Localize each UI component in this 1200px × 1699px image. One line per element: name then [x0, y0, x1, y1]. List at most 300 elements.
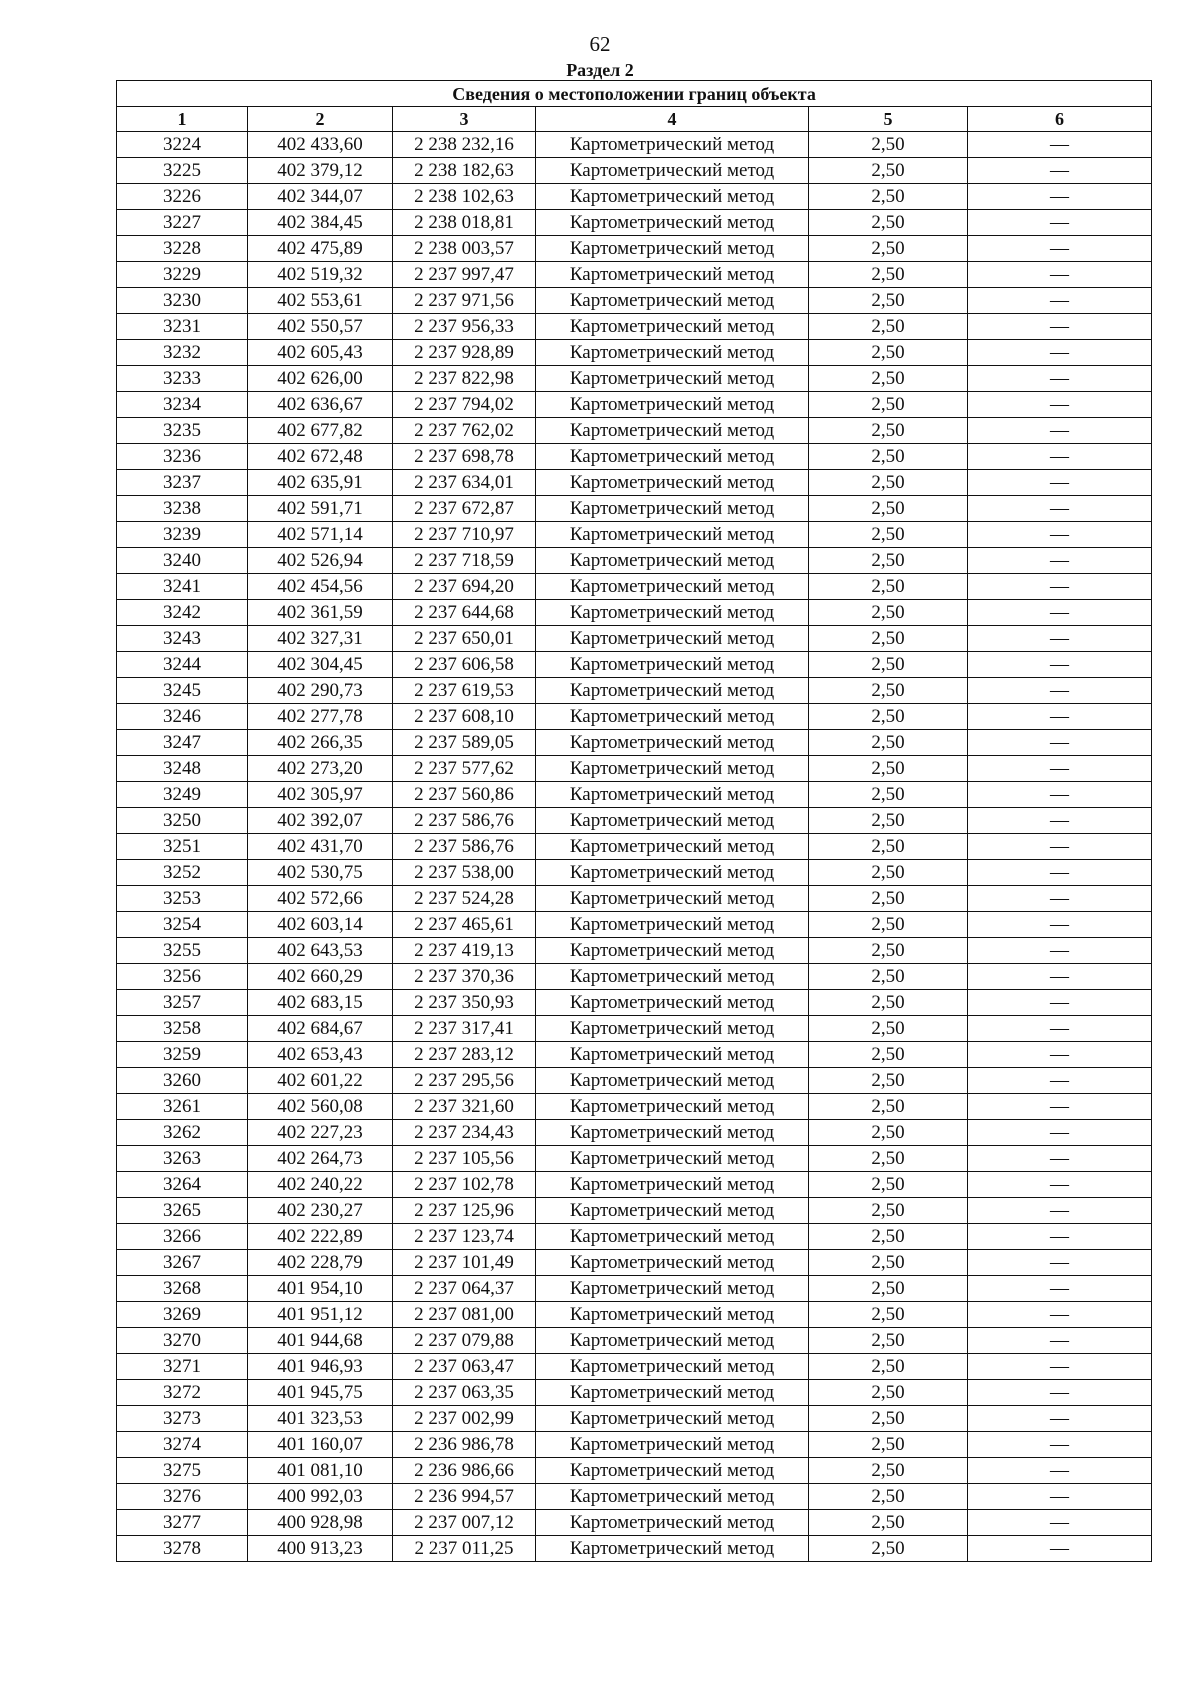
y-coordinate-cell: 2 237 698,78	[393, 444, 536, 470]
method-cell: Картометрический метод	[536, 470, 809, 496]
accuracy-cell: 2,50	[809, 1146, 968, 1172]
y-coordinate-cell: 2 237 928,89	[393, 340, 536, 366]
column-header-6: 6	[968, 107, 1152, 132]
y-coordinate-cell: 2 238 018,81	[393, 210, 536, 236]
accuracy-cell: 2,50	[809, 1484, 968, 1510]
x-coordinate-cell: 402 603,14	[248, 912, 393, 938]
y-coordinate-cell: 2 238 232,16	[393, 132, 536, 158]
description-cell: —	[968, 626, 1152, 652]
accuracy-cell: 2,50	[809, 1094, 968, 1120]
description-cell: —	[968, 366, 1152, 392]
x-coordinate-cell: 402 635,91	[248, 470, 393, 496]
accuracy-cell: 2,50	[809, 990, 968, 1016]
y-coordinate-cell: 2 237 101,49	[393, 1250, 536, 1276]
x-coordinate-cell: 402 530,75	[248, 860, 393, 886]
y-coordinate-cell: 2 237 465,61	[393, 912, 536, 938]
x-coordinate-cell: 402 392,07	[248, 808, 393, 834]
x-coordinate-cell: 401 945,75	[248, 1380, 393, 1406]
y-coordinate-cell: 2 237 063,47	[393, 1354, 536, 1380]
y-coordinate-cell: 2 237 560,86	[393, 782, 536, 808]
point-number-cell: 3238	[117, 496, 248, 522]
y-coordinate-cell: 2 237 123,74	[393, 1224, 536, 1250]
y-coordinate-cell: 2 237 105,56	[393, 1146, 536, 1172]
accuracy-cell: 2,50	[809, 626, 968, 652]
y-coordinate-cell: 2 237 011,25	[393, 1536, 536, 1562]
point-number-cell: 3254	[117, 912, 248, 938]
table-row	[117, 158, 1152, 184]
y-coordinate-cell: 2 237 317,41	[393, 1016, 536, 1042]
x-coordinate-cell: 402 626,00	[248, 366, 393, 392]
description-cell: —	[968, 1302, 1152, 1328]
accuracy-cell: 2,50	[809, 1172, 968, 1198]
description-cell: —	[968, 756, 1152, 782]
table-row	[117, 1172, 1152, 1198]
method-cell: Картометрический метод	[536, 1536, 809, 1562]
accuracy-cell: 2,50	[809, 366, 968, 392]
method-cell: Картометрический метод	[536, 314, 809, 340]
table-row	[117, 548, 1152, 574]
accuracy-cell: 2,50	[809, 1250, 968, 1276]
y-coordinate-cell: 2 237 125,96	[393, 1198, 536, 1224]
point-number-cell: 3247	[117, 730, 248, 756]
point-number-cell: 3239	[117, 522, 248, 548]
table-row	[117, 1146, 1152, 1172]
x-coordinate-cell: 402 591,71	[248, 496, 393, 522]
table-row	[117, 730, 1152, 756]
y-coordinate-cell: 2 237 650,01	[393, 626, 536, 652]
accuracy-cell: 2,50	[809, 756, 968, 782]
y-coordinate-cell: 2 237 608,10	[393, 704, 536, 730]
description-cell: —	[968, 990, 1152, 1016]
table-row	[117, 1068, 1152, 1094]
y-coordinate-cell: 2 237 718,59	[393, 548, 536, 574]
x-coordinate-cell: 402 277,78	[248, 704, 393, 730]
method-cell: Картометрический метод	[536, 1432, 809, 1458]
accuracy-cell: 2,50	[809, 132, 968, 158]
x-coordinate-cell: 400 928,98	[248, 1510, 393, 1536]
y-coordinate-cell: 2 237 997,47	[393, 262, 536, 288]
table-row	[117, 418, 1152, 444]
point-number-cell: 3235	[117, 418, 248, 444]
accuracy-cell: 2,50	[809, 470, 968, 496]
point-number-cell: 3252	[117, 860, 248, 886]
accuracy-cell: 2,50	[809, 522, 968, 548]
accuracy-cell: 2,50	[809, 808, 968, 834]
accuracy-cell: 2,50	[809, 418, 968, 444]
description-cell: —	[968, 600, 1152, 626]
accuracy-cell: 2,50	[809, 1432, 968, 1458]
point-number-cell: 3255	[117, 938, 248, 964]
x-coordinate-cell: 402 672,48	[248, 444, 393, 470]
accuracy-cell: 2,50	[809, 1380, 968, 1406]
x-coordinate-cell: 401 951,12	[248, 1302, 393, 1328]
y-coordinate-cell: 2 237 634,01	[393, 470, 536, 496]
y-coordinate-cell: 2 237 822,98	[393, 366, 536, 392]
table-row	[117, 782, 1152, 808]
y-coordinate-cell: 2 237 694,20	[393, 574, 536, 600]
table-caption: Сведения о местоположении границ объекта	[117, 81, 1152, 107]
description-cell: —	[968, 1042, 1152, 1068]
x-coordinate-cell: 402 571,14	[248, 522, 393, 548]
accuracy-cell: 2,50	[809, 964, 968, 990]
point-number-cell: 3253	[117, 886, 248, 912]
point-number-cell: 3228	[117, 236, 248, 262]
table-row	[117, 626, 1152, 652]
y-coordinate-cell: 2 238 102,63	[393, 184, 536, 210]
method-cell: Картометрический метод	[536, 1484, 809, 1510]
table-row	[117, 704, 1152, 730]
point-number-cell: 3269	[117, 1302, 248, 1328]
accuracy-cell: 2,50	[809, 392, 968, 418]
method-cell: Картометрический метод	[536, 860, 809, 886]
description-cell: —	[968, 184, 1152, 210]
point-number-cell: 3265	[117, 1198, 248, 1224]
description-cell: —	[968, 652, 1152, 678]
method-cell: Картометрический метод	[536, 782, 809, 808]
point-number-cell: 3267	[117, 1250, 248, 1276]
accuracy-cell: 2,50	[809, 1406, 968, 1432]
x-coordinate-cell: 400 992,03	[248, 1484, 393, 1510]
table-row	[117, 236, 1152, 262]
x-coordinate-cell: 402 240,22	[248, 1172, 393, 1198]
x-coordinate-cell: 402 304,45	[248, 652, 393, 678]
table-row	[117, 912, 1152, 938]
description-cell: —	[968, 1432, 1152, 1458]
y-coordinate-cell: 2 237 295,56	[393, 1068, 536, 1094]
accuracy-cell: 2,50	[809, 1120, 968, 1146]
point-number-cell: 3256	[117, 964, 248, 990]
table-row	[117, 574, 1152, 600]
description-cell: —	[968, 1458, 1152, 1484]
x-coordinate-cell: 402 305,97	[248, 782, 393, 808]
point-number-cell: 3244	[117, 652, 248, 678]
accuracy-cell: 2,50	[809, 782, 968, 808]
point-number-cell: 3266	[117, 1224, 248, 1250]
point-number-cell: 3260	[117, 1068, 248, 1094]
accuracy-cell: 2,50	[809, 1510, 968, 1536]
description-cell: —	[968, 1484, 1152, 1510]
method-cell: Картометрический метод	[536, 730, 809, 756]
method-cell: Картометрический метод	[536, 1380, 809, 1406]
x-coordinate-cell: 402 601,22	[248, 1068, 393, 1094]
column-header-1: 1	[117, 107, 248, 132]
point-number-cell: 3246	[117, 704, 248, 730]
method-cell: Картометрический метод	[536, 1510, 809, 1536]
description-cell: —	[968, 132, 1152, 158]
table-row	[117, 1198, 1152, 1224]
accuracy-cell: 2,50	[809, 236, 968, 262]
y-coordinate-cell: 2 237 606,58	[393, 652, 536, 678]
column-header-4: 4	[536, 107, 809, 132]
x-coordinate-cell: 402 653,43	[248, 1042, 393, 1068]
description-cell: —	[968, 340, 1152, 366]
x-coordinate-cell: 401 081,10	[248, 1458, 393, 1484]
table-row	[117, 886, 1152, 912]
description-cell: —	[968, 1172, 1152, 1198]
y-coordinate-cell: 2 237 710,97	[393, 522, 536, 548]
point-number-cell: 3237	[117, 470, 248, 496]
table-caption-row	[117, 81, 1152, 107]
method-cell: Картометрический метод	[536, 1094, 809, 1120]
method-cell: Картометрический метод	[536, 1406, 809, 1432]
table-row	[117, 1406, 1152, 1432]
table-row	[117, 1250, 1152, 1276]
section-title: Раздел 2	[566, 60, 634, 80]
method-cell: Картометрический метод	[536, 1458, 809, 1484]
table-row	[117, 1484, 1152, 1510]
description-cell: —	[968, 1016, 1152, 1042]
method-cell: Картометрический метод	[536, 912, 809, 938]
point-number-cell: 3232	[117, 340, 248, 366]
method-cell: Картометрический метод	[536, 1198, 809, 1224]
y-coordinate-cell: 2 237 619,53	[393, 678, 536, 704]
accuracy-cell: 2,50	[809, 496, 968, 522]
method-cell: Картометрический метод	[536, 340, 809, 366]
point-number-cell: 3276	[117, 1484, 248, 1510]
x-coordinate-cell: 402 643,53	[248, 938, 393, 964]
description-cell: —	[968, 522, 1152, 548]
table-row	[117, 132, 1152, 158]
y-coordinate-cell: 2 237 586,76	[393, 808, 536, 834]
point-number-cell: 3227	[117, 210, 248, 236]
description-cell: —	[968, 938, 1152, 964]
description-cell: —	[968, 470, 1152, 496]
accuracy-cell: 2,50	[809, 860, 968, 886]
description-cell: —	[968, 392, 1152, 418]
table-row	[117, 808, 1152, 834]
description-cell: —	[968, 288, 1152, 314]
description-cell: —	[968, 1406, 1152, 1432]
method-cell: Картометрический метод	[536, 678, 809, 704]
method-cell: Картометрический метод	[536, 1302, 809, 1328]
point-number-cell: 3264	[117, 1172, 248, 1198]
x-coordinate-cell: 402 683,15	[248, 990, 393, 1016]
table-row	[117, 522, 1152, 548]
table-row	[117, 938, 1152, 964]
table-row	[117, 366, 1152, 392]
point-number-cell: 3226	[117, 184, 248, 210]
description-cell: —	[968, 574, 1152, 600]
x-coordinate-cell: 401 944,68	[248, 1328, 393, 1354]
x-coordinate-cell: 402 227,23	[248, 1120, 393, 1146]
description-cell: —	[968, 1224, 1152, 1250]
method-cell: Картометрический метод	[536, 1146, 809, 1172]
method-cell: Картометрический метод	[536, 444, 809, 470]
point-number-cell: 3272	[117, 1380, 248, 1406]
accuracy-cell: 2,50	[809, 574, 968, 600]
accuracy-cell: 2,50	[809, 1302, 968, 1328]
description-cell: —	[968, 704, 1152, 730]
x-coordinate-cell: 401 323,53	[248, 1406, 393, 1432]
x-coordinate-cell: 402 222,89	[248, 1224, 393, 1250]
table-row	[117, 1328, 1152, 1354]
method-cell: Картометрический метод	[536, 1016, 809, 1042]
x-coordinate-cell: 402 454,56	[248, 574, 393, 600]
accuracy-cell: 2,50	[809, 444, 968, 470]
x-coordinate-cell: 402 550,57	[248, 314, 393, 340]
accuracy-cell: 2,50	[809, 912, 968, 938]
table-row	[117, 288, 1152, 314]
table-row	[117, 678, 1152, 704]
y-coordinate-cell: 2 237 524,28	[393, 886, 536, 912]
y-coordinate-cell: 2 237 589,05	[393, 730, 536, 756]
method-cell: Картометрический метод	[536, 834, 809, 860]
method-cell: Картометрический метод	[536, 808, 809, 834]
method-cell: Картометрический метод	[536, 522, 809, 548]
table-row	[117, 1224, 1152, 1250]
table-row	[117, 834, 1152, 860]
x-coordinate-cell: 402 264,73	[248, 1146, 393, 1172]
table-row	[117, 1432, 1152, 1458]
x-coordinate-cell: 402 384,45	[248, 210, 393, 236]
method-cell: Картометрический метод	[536, 1276, 809, 1302]
description-cell: —	[968, 1536, 1152, 1562]
description-cell: —	[968, 1198, 1152, 1224]
y-coordinate-cell: 2 237 762,02	[393, 418, 536, 444]
description-cell: —	[968, 834, 1152, 860]
method-cell: Картометрический метод	[536, 1328, 809, 1354]
method-cell: Картометрический метод	[536, 288, 809, 314]
point-number-cell: 3268	[117, 1276, 248, 1302]
point-number-cell: 3229	[117, 262, 248, 288]
y-coordinate-cell: 2 237 672,87	[393, 496, 536, 522]
x-coordinate-cell: 402 684,67	[248, 1016, 393, 1042]
point-number-cell: 3259	[117, 1042, 248, 1068]
x-coordinate-cell: 402 273,20	[248, 756, 393, 782]
y-coordinate-cell: 2 237 586,76	[393, 834, 536, 860]
table-row	[117, 1380, 1152, 1406]
point-number-cell: 3234	[117, 392, 248, 418]
x-coordinate-cell: 402 344,07	[248, 184, 393, 210]
x-coordinate-cell: 402 431,70	[248, 834, 393, 860]
accuracy-cell: 2,50	[809, 1536, 968, 1562]
point-number-cell: 3236	[117, 444, 248, 470]
accuracy-cell: 2,50	[809, 1354, 968, 1380]
x-coordinate-cell: 402 230,27	[248, 1198, 393, 1224]
description-cell: —	[968, 860, 1152, 886]
x-coordinate-cell: 402 228,79	[248, 1250, 393, 1276]
column-header-5: 5	[809, 107, 968, 132]
accuracy-cell: 2,50	[809, 1224, 968, 1250]
accuracy-cell: 2,50	[809, 678, 968, 704]
point-number-cell: 3224	[117, 132, 248, 158]
x-coordinate-cell: 401 160,07	[248, 1432, 393, 1458]
method-cell: Картометрический метод	[536, 132, 809, 158]
description-cell: —	[968, 548, 1152, 574]
x-coordinate-cell: 401 946,93	[248, 1354, 393, 1380]
method-cell: Картометрический метод	[536, 496, 809, 522]
table-row	[117, 1120, 1152, 1146]
description-cell: —	[968, 1120, 1152, 1146]
point-number-cell: 3230	[117, 288, 248, 314]
description-cell: —	[968, 314, 1152, 340]
point-number-cell: 3275	[117, 1458, 248, 1484]
page-number: 62	[589, 32, 611, 56]
y-coordinate-cell: 2 237 577,62	[393, 756, 536, 782]
point-number-cell: 3250	[117, 808, 248, 834]
description-cell: —	[968, 808, 1152, 834]
x-coordinate-cell: 402 433,60	[248, 132, 393, 158]
y-coordinate-cell: 2 236 994,57	[393, 1484, 536, 1510]
method-cell: Картометрический метод	[536, 1224, 809, 1250]
x-coordinate-cell: 402 519,32	[248, 262, 393, 288]
description-cell: —	[968, 1380, 1152, 1406]
x-coordinate-cell: 402 290,73	[248, 678, 393, 704]
y-coordinate-cell: 2 237 007,12	[393, 1510, 536, 1536]
description-cell: —	[968, 418, 1152, 444]
y-coordinate-cell: 2 237 956,33	[393, 314, 536, 340]
description-cell: —	[968, 1276, 1152, 1302]
method-cell: Картометрический метод	[536, 1172, 809, 1198]
accuracy-cell: 2,50	[809, 834, 968, 860]
point-number-cell: 3249	[117, 782, 248, 808]
y-coordinate-cell: 2 237 002,99	[393, 1406, 536, 1432]
method-cell: Картометрический метод	[536, 756, 809, 782]
x-coordinate-cell: 402 560,08	[248, 1094, 393, 1120]
table-row	[117, 1458, 1152, 1484]
point-number-cell: 3241	[117, 574, 248, 600]
point-number-cell: 3243	[117, 626, 248, 652]
accuracy-cell: 2,50	[809, 1016, 968, 1042]
y-coordinate-cell: 2 237 283,12	[393, 1042, 536, 1068]
accuracy-cell: 2,50	[809, 600, 968, 626]
x-coordinate-cell: 402 636,67	[248, 392, 393, 418]
method-cell: Картометрический метод	[536, 366, 809, 392]
description-cell: —	[968, 210, 1152, 236]
table-row	[117, 496, 1152, 522]
table-row	[117, 1094, 1152, 1120]
method-cell: Картометрический метод	[536, 990, 809, 1016]
x-coordinate-cell: 402 572,66	[248, 886, 393, 912]
method-cell: Картометрический метод	[536, 210, 809, 236]
point-number-cell: 3277	[117, 1510, 248, 1536]
x-coordinate-cell: 402 379,12	[248, 158, 393, 184]
point-number-cell: 3274	[117, 1432, 248, 1458]
y-coordinate-cell: 2 237 419,13	[393, 938, 536, 964]
method-cell: Картометрический метод	[536, 886, 809, 912]
y-coordinate-cell: 2 237 102,78	[393, 1172, 536, 1198]
x-coordinate-cell: 402 553,61	[248, 288, 393, 314]
y-coordinate-cell: 2 237 370,36	[393, 964, 536, 990]
table-row	[117, 470, 1152, 496]
x-coordinate-cell: 402 605,43	[248, 340, 393, 366]
point-number-cell: 3231	[117, 314, 248, 340]
accuracy-cell: 2,50	[809, 1198, 968, 1224]
y-coordinate-cell: 2 237 644,68	[393, 600, 536, 626]
x-coordinate-cell: 401 954,10	[248, 1276, 393, 1302]
y-coordinate-cell: 2 237 064,37	[393, 1276, 536, 1302]
x-coordinate-cell: 402 526,94	[248, 548, 393, 574]
method-cell: Картометрический метод	[536, 938, 809, 964]
x-coordinate-cell: 402 266,35	[248, 730, 393, 756]
method-cell: Картометрический метод	[536, 262, 809, 288]
x-coordinate-cell: 402 327,31	[248, 626, 393, 652]
method-cell: Картометрический метод	[536, 1068, 809, 1094]
point-number-cell: 3273	[117, 1406, 248, 1432]
method-cell: Картометрический метод	[536, 964, 809, 990]
y-coordinate-cell: 2 237 794,02	[393, 392, 536, 418]
description-cell: —	[968, 262, 1152, 288]
method-cell: Картометрический метод	[536, 1042, 809, 1068]
accuracy-cell: 2,50	[809, 548, 968, 574]
point-number-cell: 3233	[117, 366, 248, 392]
y-coordinate-cell: 2 238 182,63	[393, 158, 536, 184]
description-cell: —	[968, 964, 1152, 990]
point-number-cell: 3278	[117, 1536, 248, 1562]
accuracy-cell: 2,50	[809, 652, 968, 678]
table-row	[117, 1016, 1152, 1042]
y-coordinate-cell: 2 238 003,57	[393, 236, 536, 262]
